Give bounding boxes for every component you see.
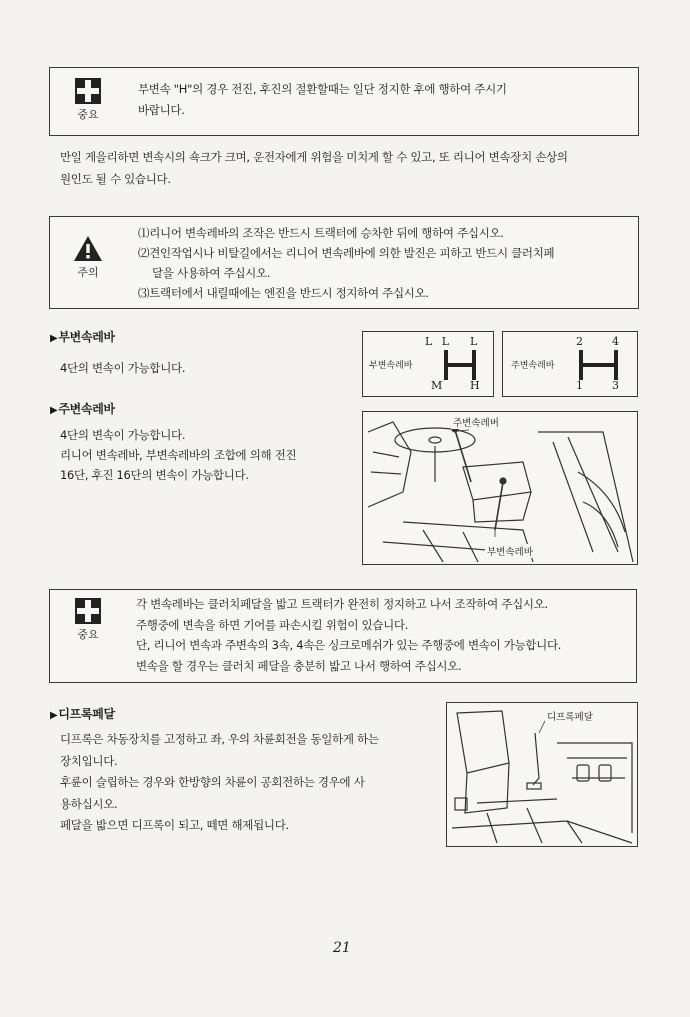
body-paragraph (60, 146, 645, 190)
important-label: 중요 (77, 108, 99, 121)
paragraph-line: 장치입니다. (60, 753, 118, 768)
gear-label-bottom-left: M (431, 379, 443, 392)
first-aid-cross-icon (75, 78, 101, 104)
diff-lock-heading (50, 705, 115, 722)
caution-notice-box (49, 216, 639, 309)
sub-shift-pattern-diagram (362, 331, 494, 397)
main-shift-heading (50, 400, 115, 417)
heading-text: 디프록페달 (58, 707, 115, 721)
notice-line: 각 변속레바는 클러치페달을 밟고 트랙터가 완전히 정지하고 나서 조작하여 주십시오. (136, 597, 548, 611)
paragraph-line: 디프록은 차동장치를 고정하고 좌, 우의 차륜회전을 동일하게 하는 (60, 732, 379, 746)
notice-line: 변속을 할 경우는 클러치 페달을 충분히 밟고 나서 행하여 주십시오. (136, 658, 462, 673)
diagram-label: 부변속레바 (369, 361, 413, 371)
caution-label: 주의 (77, 266, 99, 279)
notice-line: 바랍니다. (138, 103, 185, 117)
notice-line: 주행중에 변속을 하면 기어를 파손시킬 위험이 있습니다. (136, 617, 409, 632)
heading-text: 주변속레바 (58, 402, 115, 416)
sub-shift-text: 4단의 변속이 가능합니다. (60, 361, 186, 375)
caution-icon-group (68, 235, 108, 280)
caution-line: 달을 사용하여 주십시오. (152, 266, 271, 280)
caution-line: ⑶트랙터에서 내릴때에는 엔진을 반드시 정지하여 주십시오. (138, 286, 429, 300)
notice-line: 부변속 "H"의 경우 전진, 후진의 절환할때는 일단 정지한 후에 행하여 주시기 (138, 82, 507, 96)
diagram-label: 주변속레바 (511, 361, 555, 371)
important-icon-group (68, 598, 108, 642)
important-notice-text (136, 594, 631, 676)
tractor-cab-illustration (363, 412, 637, 564)
main-shift-text (60, 425, 350, 485)
main-shift-lever-callout: 주변속레버 (451, 415, 501, 429)
first-aid-cross-icon (75, 598, 101, 624)
bullet-triangle-icon: ▶ (50, 710, 58, 721)
gear-label-top-left: 2 (576, 335, 583, 348)
gear-label-top-right: L (470, 335, 478, 348)
diff-lock-pedal-illustration-drawing (447, 703, 637, 846)
warning-triangle-icon (73, 235, 103, 262)
paragraph-line: 용하십시오. (60, 796, 118, 811)
bullet-triangle-icon: ▶ (50, 333, 58, 344)
caution-notice-text (138, 223, 633, 303)
page-number: 21 (333, 940, 351, 956)
diff-lock-pedal-illustration (446, 702, 638, 847)
sub-shift-lever-callout: 부변속레바 (485, 544, 535, 558)
main-shift-pattern-diagram (502, 331, 638, 397)
tractor-cab-shift-lever-illustration (362, 411, 638, 565)
paragraph-line: 만일 게을리하면 변속시의 쇽크가 크며, 운전자에게 위험을 미치게 할 수 있고, 또 리니어 변속장치 손상의 (60, 150, 568, 164)
important-label: 중요 (77, 628, 99, 641)
caution-line: ⑵견인작업시나 비탈길에서는 리니어 변속레바에 의한 발진은 피하고 반드시 클러치페 (138, 246, 555, 260)
important-notice-box (49, 67, 639, 136)
sub-shift-heading (50, 328, 115, 345)
caution-line: ⑴리니어 변속레바의 조작은 반드시 트랙터에 승차한 뒤에 행하여 주십시오. (138, 226, 504, 240)
heading-text: 부변속레바 (58, 330, 115, 344)
paragraph-line: 리니어 변속레바, 부변속레바의 조합에 의해 전진 (60, 448, 297, 462)
paragraph-line: 4단의 변속이 가능합니다. (60, 428, 186, 442)
paragraph-line: 페달을 밟으면 디프록이 되고, 떼면 해제됩니다. (60, 818, 289, 832)
gear-label-top-right: 4 (612, 335, 619, 348)
notice-line: 단, 리니어 변속과 주변속의 3속, 4속은 싱크로메쉬가 있는 주행중에 변속이 가능합니다. (136, 638, 562, 652)
diff-lock-text (60, 729, 430, 837)
gear-label-top-left: L L (425, 335, 453, 348)
gear-label-bottom-left: 1 (576, 379, 583, 392)
important-icon-group (68, 78, 108, 122)
diff-lock-pedal-callout: 디프록페달 (545, 709, 595, 723)
gear-label-bottom-right: H (470, 379, 480, 392)
gear-label-bottom-right: 3 (612, 379, 619, 392)
important-notice-text (138, 79, 628, 121)
bullet-triangle-icon: ▶ (50, 405, 58, 416)
important-notice-box-2 (49, 589, 637, 683)
paragraph-line: 16단, 후진 16단의 변속이 가능합니다. (60, 468, 249, 482)
paragraph-line: 후륜이 슬립하는 경우와 한방향의 차륜이 공회전하는 경우에 사 (60, 775, 365, 789)
paragraph-line: 원인도 될 수 있습니다. (60, 172, 171, 186)
